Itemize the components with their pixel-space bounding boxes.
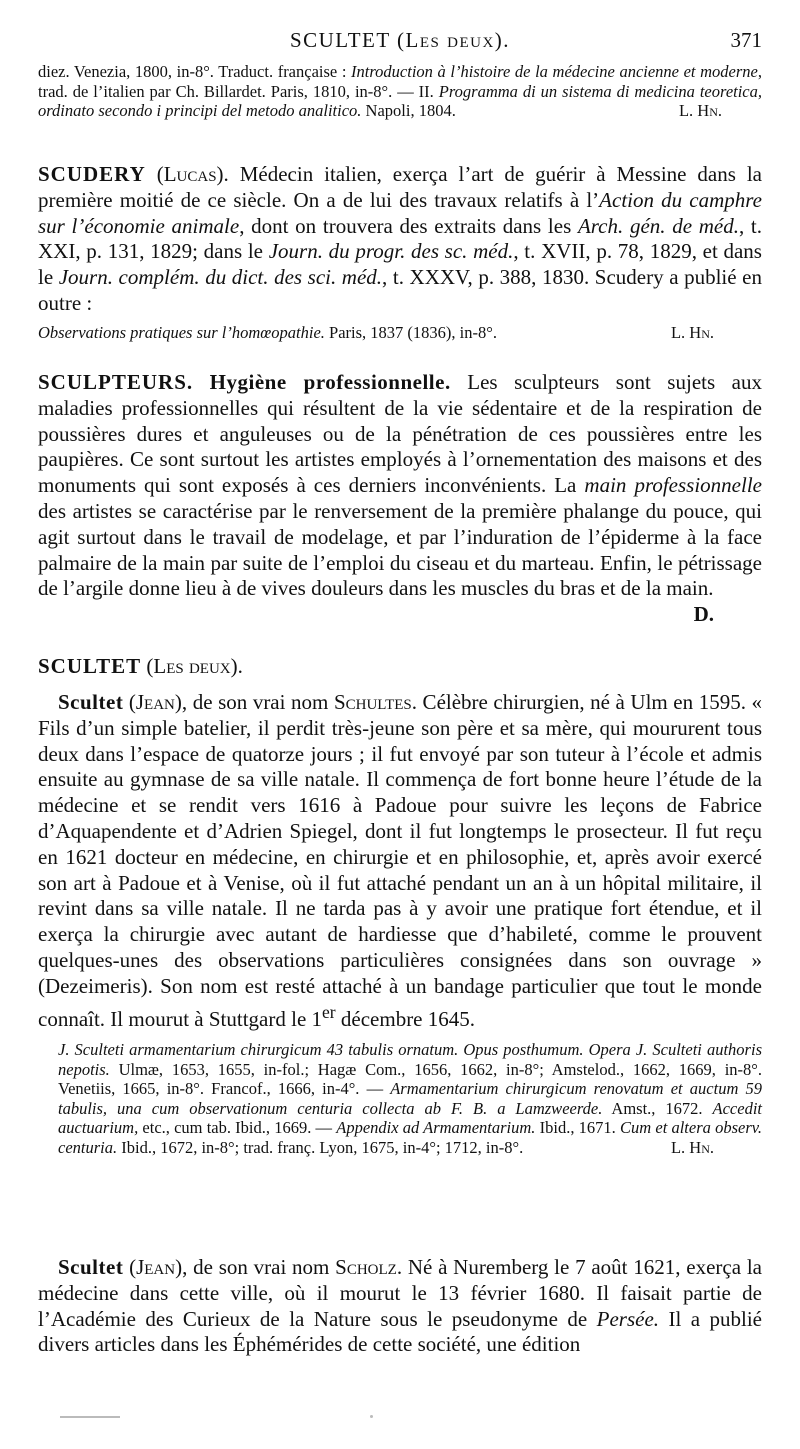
scultet-jean-2-italic: Persée. bbox=[596, 1306, 660, 1331]
headword-scultet: SCULTET bbox=[38, 654, 142, 678]
entry-scultet-heading bbox=[38, 654, 762, 680]
continued-text-1: diez. Venezia, 1800, in-8°. Traduct. française : bbox=[38, 62, 352, 81]
running-head-suffix: ). bbox=[494, 28, 511, 52]
scudery-text-3: , t. XXI, p. 131, 1829; dans le bbox=[38, 213, 763, 264]
scudery-italic-2: Arch. gén. de méd. bbox=[577, 213, 739, 238]
scultet-jean-2-text-2: Né à Nuremberg le 7 août 1621, exerça la médecine dans cette ville, où il mourut le 13 février 1680. Il faisait partie de l’Académie des Curieux de la Nature sous le pseudonyme de bbox=[38, 1255, 762, 1331]
headword-scultet-jean-1: Scultet bbox=[58, 690, 124, 714]
scan-dot bbox=[370, 1415, 373, 1418]
scudery-text-5: , t. XXXV, p. 388, 1830. Scudery a publié en outre : bbox=[38, 265, 762, 315]
headword-scultet-jean-2: Scultet bbox=[58, 1255, 124, 1279]
scudery-bib-text: Paris, 1837 (1836), in-8°. bbox=[324, 322, 497, 342]
sculpteurs-text-1: Les sculpteurs sont sujets aux maladies professionnelles qui résultent de la vie sédentaire et de la respiration de poussières dures et anguleuses ou de la pénétration de ces poussières entre les paupières. Ce sont surtout les artistes employés à l’ornementation des maisons et des monuments qui sont exposés à ces derniers inconvénients. La bbox=[38, 370, 762, 498]
scudery-signature: L. Hn. bbox=[670, 322, 714, 342]
sculpteurs-italic-1: main professionnelle bbox=[584, 473, 762, 498]
scultet-bib-italic-4: Appendix ad Armamentarium. bbox=[336, 1118, 536, 1138]
page-number: 371 bbox=[730, 28, 762, 52]
scudery-bibliography bbox=[38, 323, 762, 343]
continued-bibliography bbox=[38, 62, 762, 121]
scultet-jean-1-realname: Schultes. bbox=[333, 690, 417, 714]
entry-scultet-jean-scholz bbox=[38, 1255, 762, 1358]
scultet-jean-1-text-1: de son vrai nom bbox=[187, 690, 334, 714]
sculpteurs-text-2: des artistes se caractérise par le renversement de la première phalange du pouce, qui agit surtout dans le travail de modelage, et par l’induration de l’épiderme à la face palmaire de la main par suite de l’emploi du ciseau et du marteau. Enfin, le pétrissage de l’argile donne lieu à de vives douleurs dans les muscles du bras et de la main. bbox=[38, 498, 762, 601]
scultet-bib-italic-3: Accedit auctuarium, bbox=[58, 1098, 762, 1138]
scudery-firstname: (Lucas). bbox=[156, 162, 229, 186]
scudery-text-2: , dont on trouvera des extraits dans les bbox=[239, 213, 578, 238]
scultet-scholz-paragraph bbox=[38, 1255, 762, 1358]
running-head-smallcaps: Les deux bbox=[405, 28, 495, 52]
entry-sculpteurs-paragraph bbox=[38, 370, 762, 627]
headword-scudery: SCUDERY bbox=[38, 162, 146, 186]
scultet-jean-2-realname: Scholz. bbox=[335, 1255, 403, 1279]
scultet-schultes-signature: L. Hn. bbox=[670, 1137, 714, 1157]
scultet-jean-1-text-2: Célèbre chirurgien, né à Ulm en 1595. « Fils d’un simple batelier, il perdit très-jeune son père et sa mère, qui moururent tous deux dans l’espace de quatorze jours ; il fut envoyé par son tuteur à l’école et admis ensuite au gymnase de sa ville natale. Il commença de fort bonne heure l’étude de la médecine et se rendit vers 1616 à Padoue pour suivre les leçons de Fabrice d’Aquapendente et d’Adrien Spiegel, dont il fut longtemps le prosecteur. Il fut reçu en 1621 docteur en médecine, en chirurgie et en philosophie, et, après avoir exercé son art à Padoue et à Venise, où il fut attaché pendant un an à un hôpital militaire, il revint dans sa ville natale. Il ne tarda pas à y avoir une pratique fort étendue, et il exerça la chirurgie avec autant de hardiesse que d’habileté, comme le prouvent quelques-unes des observations particulières consignées dans son ouvrage » (Dezeimeris). Son nom est resté attaché à un bandage particulier que tout le monde connaît. Il mourut à Stuttgard le 1 bbox=[38, 690, 763, 1031]
scultet-schultes-bibliography bbox=[38, 1040, 762, 1157]
continued-text-2: , trad. de l’italien par Ch. Billardet. Paris, 1810, in-8°. — II. bbox=[38, 62, 762, 101]
scultet-jean-1-superscript: er bbox=[322, 1001, 336, 1022]
entry-scultet-jean-schultes bbox=[38, 690, 762, 1157]
scultet-bib-italic-2: Armamentarium chirurgicum renovatum et auctum 59 tabulis, una cum observationum centuria collecta ab F. B. a Lamzweerde. bbox=[58, 1079, 762, 1118]
scultet-schultes-paragraph bbox=[38, 690, 762, 1032]
running-head bbox=[38, 28, 762, 53]
scudery-text-1: Médecin italien, exerça l’art de guérir à Messine dans la première moitié de ce siècle. On a de lui des travaux relatifs à l’ bbox=[38, 162, 762, 212]
scudery-italic-1: Action du camphre sur l’économie animale bbox=[38, 187, 762, 238]
scultet-bib-text-3: etc., cum tab. Ibid., 1669. — bbox=[138, 1118, 337, 1138]
scultet-subheading: (Les deux). bbox=[146, 654, 243, 678]
scultet-bib-text-5: Ibid., 1672, in-8°; trad. franç. Lyon, 1675, in-4°; 1712, in-8°. bbox=[117, 1137, 524, 1157]
scultet-jean-2-firstname: (Jean), bbox=[129, 1255, 188, 1279]
sculpteurs-signature: D. bbox=[693, 602, 714, 627]
scultet-jean-1-text-3: décembre 1645. bbox=[335, 1006, 476, 1031]
continued-italic-1: Introduction à l’histoire de la médecine ancienne et moderne bbox=[351, 62, 758, 81]
entry-scudery-paragraph bbox=[38, 162, 762, 317]
scultet-bib-text-1: Ulmæ, 1653, 1655, in-fol.; Hagæ Com., 1656, 1662, in-8°; Amstelod., 1662, 1669, in-8°. Venetiis, 1665, in-8°. Francof., 1666, in-4°. — bbox=[58, 1059, 762, 1099]
scudery-bib-italic: Observations pratiques sur l’homœopathie. bbox=[38, 322, 325, 342]
scultet-bib-text-4: Ibid., 1671. bbox=[535, 1118, 620, 1138]
scultet-jean-1-firstname: (Jean), bbox=[128, 690, 188, 714]
scultet-bib-italic-1: J. Sculteti armamentarium chirurgicum 43 tabulis ornatum. Opus posthumum. Opera J. Sculteti authoris nepotis. bbox=[58, 1040, 762, 1079]
continued-text-3: Napoli, 1804. bbox=[361, 101, 456, 120]
headword-sculpteurs: SCULPTEURS. bbox=[38, 370, 194, 394]
entry-sculpteurs bbox=[38, 370, 762, 628]
scultet-bib-italic-5: Cum et altera observ. centuria. bbox=[58, 1118, 762, 1157]
scan-smudge bbox=[60, 1416, 120, 1418]
scultet-jean-2-text-3: Il a publié divers articles dans les Éphémérides de cette société, une édition bbox=[38, 1306, 762, 1357]
continued-signature: L. Hn. bbox=[678, 101, 722, 120]
continued-italic-2: Programma di un sistema di medicina teoretica, ordinato secondo i principi del metodo analitico. bbox=[38, 81, 763, 120]
sculpteurs-subheading: Hygiène professionnelle. bbox=[209, 370, 451, 394]
scudery-text-4: , t. XVII, p. 78, 1829, et dans le bbox=[38, 239, 762, 290]
scudery-italic-4: Journ. complém. du dict. des sci. méd. bbox=[58, 265, 383, 290]
running-head-prefix: SCULTET ( bbox=[289, 28, 406, 52]
scultet-bib-text-2: Amst., 1672. bbox=[602, 1098, 713, 1118]
scudery-italic-3: Journ. du progr. des sc. méd. bbox=[268, 239, 514, 264]
entry-scudery bbox=[38, 162, 762, 342]
page-header bbox=[38, 28, 762, 60]
scultet-jean-2-text-1: de son vrai nom bbox=[187, 1255, 336, 1279]
